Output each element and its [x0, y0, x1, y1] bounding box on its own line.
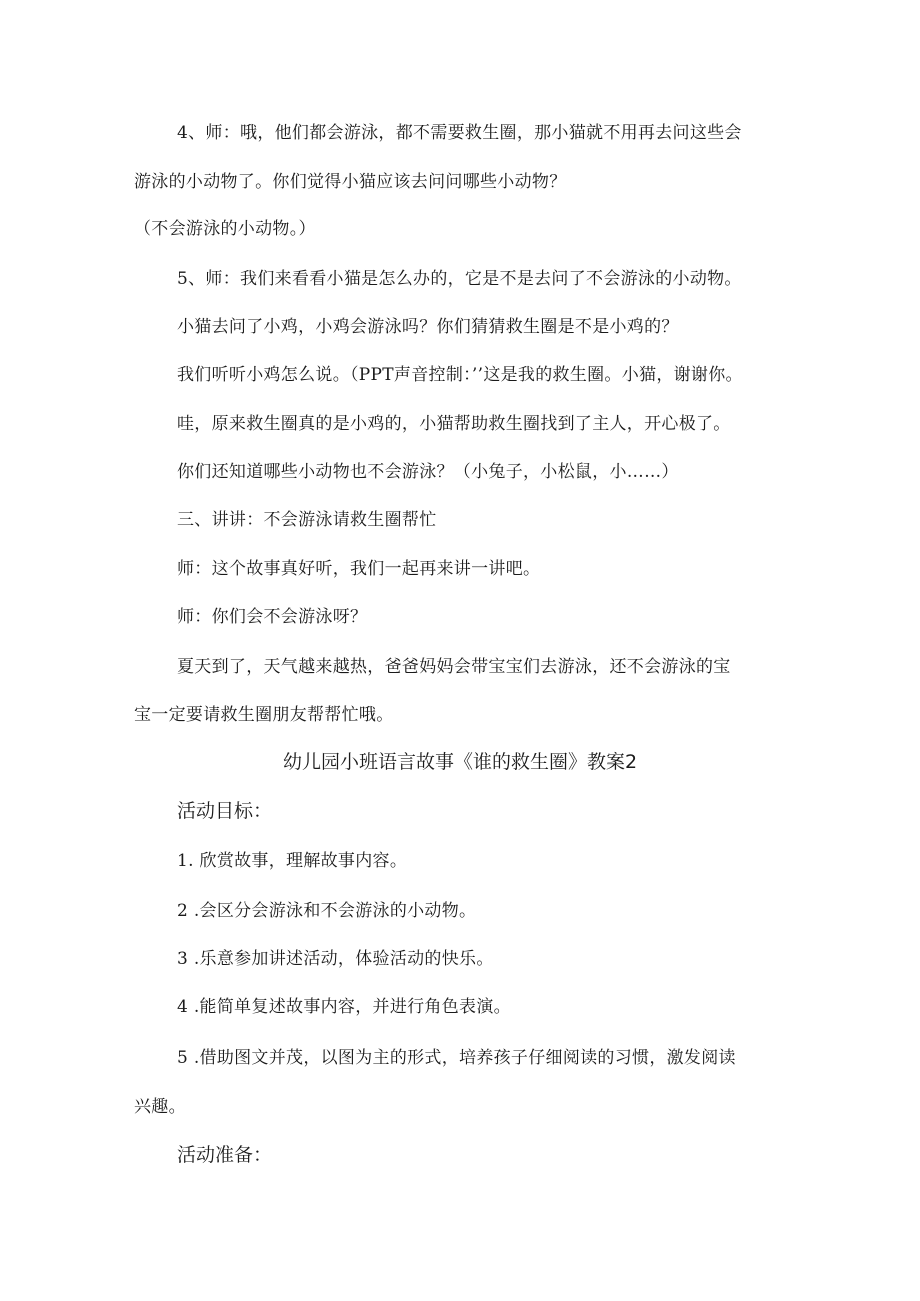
paragraph-line: 夏天到了，天气越来越热，爸爸妈妈会带宝宝们去游泳，还不会游泳的宝 — [177, 657, 731, 677]
goal-item: 5 .借助图文并茂，以图为主的形式，培养孩子仔细阅读的习惯，激发阅读 — [177, 1048, 736, 1068]
prep-heading: 活动准备： — [177, 1144, 273, 1166]
goal-item: 2 .会区分会游泳和不会游泳的小动物。 — [177, 901, 477, 921]
section-subheading: 三、讲讲：不会游泳请救生圈帮忙 — [177, 510, 437, 530]
goals-heading: 活动目标： — [177, 800, 273, 822]
goal-item: 1. 欣赏故事，理解故事内容。 — [177, 851, 408, 871]
paragraph-line: 宝一定要请救生圈朋友帮帮忙哦。 — [134, 705, 394, 725]
paragraph-line: 小猫去问了小鸡，小鸡会游泳吗？你们猜猜救生圈是不是小鸡的？ — [177, 317, 679, 337]
goal-item: 3 .乐意参加讲述活动，体验活动的快乐。 — [177, 949, 494, 969]
paragraph-line: 游泳的小动物了。你们觉得小猫应该去问问哪些小动物？ — [134, 172, 567, 192]
goal-item: 4 .能简单复述故事内容，并进行角色表演。 — [177, 997, 511, 1017]
goal-item: 兴趣。 — [134, 1097, 186, 1117]
paragraph-line: 我们听听小鸡怎么说。（PPT声音控制：’’这是我的救生圈。小猫，谢谢你。 — [177, 365, 743, 385]
paragraph-line: 哇，原来救生圈真的是小鸡的，小猫帮助救生圈找到了主人，开心极了。 — [177, 414, 731, 434]
paragraph-line: 4、师：哦，他们都会游泳，都不需要救生圈，那小猫就不用再去问这些会 — [177, 123, 742, 143]
paragraph-line: 你们还知道哪些小动物也不会游泳？（小兔子，小松鼠，小……） — [177, 462, 679, 482]
paragraph-line: （不会游泳的小动物。） — [134, 219, 316, 239]
document-title: 幼儿园小班语言故事《谁的救生圈》教案2 — [282, 751, 638, 773]
paragraph-line: 5、师：我们来看看小猫是怎么办的，它是不是去问了不会游泳的小动物。 — [177, 269, 742, 289]
paragraph-line: 师：这个故事真好听，我们一起再来讲一讲吧。 — [177, 559, 541, 579]
paragraph-line: 师：你们会不会游泳呀？ — [177, 607, 368, 627]
